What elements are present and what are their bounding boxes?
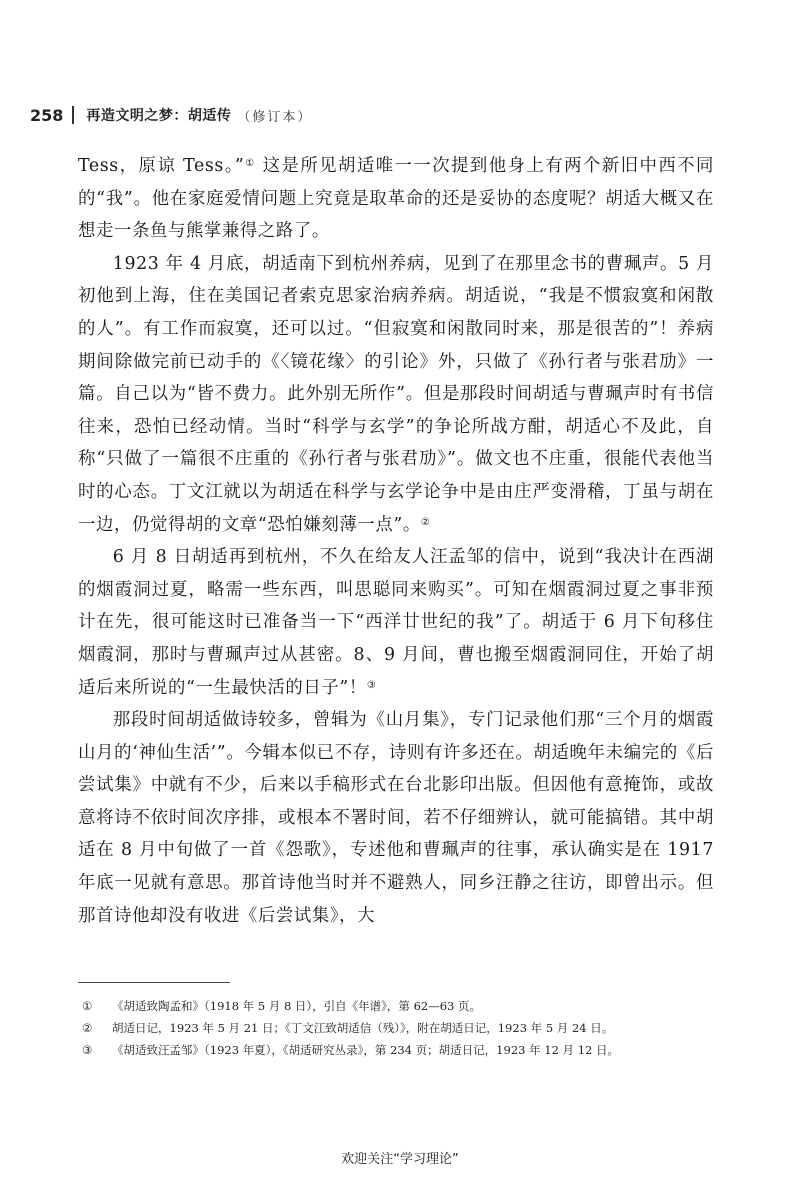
footnote-separator: [78, 982, 230, 983]
paragraph-3-text: 6 月 8 日胡适再到杭州，不久在给友人汪孟邹的信中，说到“我决计在西湖的烟霞洞过夏，略需一些东西，叫思聪同来购买”。可知在烟霞洞过夏之事非预计在先，很可能这时已准备当一下“西洋廿世纪的我”了。胡适于 6 月下旬移住烟霞洞，那时与曹珮声过从甚密。8、9 月间，曹也搬至烟霞洞同住，开始了胡适后来所说的“一生最快活的日子”！: [78, 547, 714, 698]
footnote-text: 胡适日记，1923 年 5 月 21 日；《丁文江致胡适信（残）》，附在胡适日记，1923 年 5 月 24 日。: [112, 1021, 614, 1035]
footnote-mark: ②: [82, 1021, 93, 1035]
paragraph-1: [78, 150, 714, 248]
footnote-ref-3[interactable]: ③: [366, 679, 377, 691]
running-header: [30, 98, 740, 132]
page-footer: 欢迎关注“学习理论”: [341, 1152, 459, 1167]
footnote-mark: ①: [82, 999, 93, 1013]
footnotes: [78, 996, 714, 1062]
footnote-ref-2[interactable]: ②: [420, 516, 431, 528]
footnote-mark: ③: [82, 1043, 93, 1057]
page-number: 258: [30, 105, 64, 125]
paragraph-2: [78, 248, 714, 541]
footnote-ref-1[interactable]: ①: [244, 158, 256, 169]
book-title: 再造文明之梦：胡适传: [86, 108, 232, 124]
paragraph-4: [78, 704, 714, 932]
footnote-3: [78, 1040, 714, 1060]
paragraph-1-text-a: Tess，原谅 Tess。”: [78, 156, 245, 176]
header-divider: [72, 106, 74, 124]
main-text: [78, 150, 714, 932]
paragraph-2-text: 1923 年 4 月底，胡适南下到杭州养病，见到了在那里念书的曹珮声。5 月初他到上海，住在美国记者索克思家治病养病。胡适说，“我是不惯寂寞和闲散的人”。有工作而寂寞，还可以过。“但寂寞和闲散同时来，那是很苦的”！养病期间除做完前已动手的《〈镜花缘〉的引论》外，只做了《孙行者与张君劢》一篇。自己以为“皆不费力。此外别无所作”。但是那段时间胡适与曹珮声时有书信往来，恐怕已经动情。当时“科学与玄学”的争论所战方酣，胡适心不及此，自称“只做了一篇很不庄重的《孙行者与张君劢》”。做文也不庄重，很能代表他当时的心态。丁文江就以为胡适在科学与玄学论争中是由庄严变滑稽，丁虽与胡在一边，仍觉得胡的文章“恐怕嫌刻薄一点”。: [78, 253, 714, 535]
paragraph-4-text: 那段时间胡适做诗较多，曾辑为《山月集》，专门记录他们那“三个月的烟霞山月的‘神仙生活’”。今辑本似已不存，诗则有许多还在。胡适晚年未编完的《后尝试集》中就有不少，后来以手稿形式在台北影印出版。但因他有意掩饰，或故意将诗不依时间次序排，或根本不署时间，若不仔细辨认，就可能搞错。其中胡适在 8 月中旬做了一首《怨歌》，专述他和曹珮声的往事，承认确实是在 1917 年底一见就有意思。那首诗他当时并不避熟人，同乡汪静之往访，即曾出示。但那首诗他却没有收进《后尝试集》，大: [78, 710, 714, 926]
footnote-2: [78, 1018, 714, 1038]
book-subtitle: （修订本）: [237, 109, 313, 125]
paragraph-3: [78, 541, 714, 704]
footnote-text: 《胡适致陶孟和》（1918 年 5 月 8 日），引自《年谱》，第 62—63 页。: [112, 999, 482, 1013]
paragraph-1-text-b: 这是所见胡适唯一一次提到他身上有两个新旧中西不同的“我”。他在家庭爱情问题上究竟是取革命的还是妥协的态度呢？胡适大概又在想走一条鱼与熊掌兼得之路了。: [78, 156, 714, 242]
footnote-1: [78, 996, 714, 1016]
footnote-text: 《胡适致汪孟邹》（1923 年夏），《胡适研究丛录》，第 234 页；胡适日记，1923 年 12 月 12 日。: [112, 1043, 619, 1057]
